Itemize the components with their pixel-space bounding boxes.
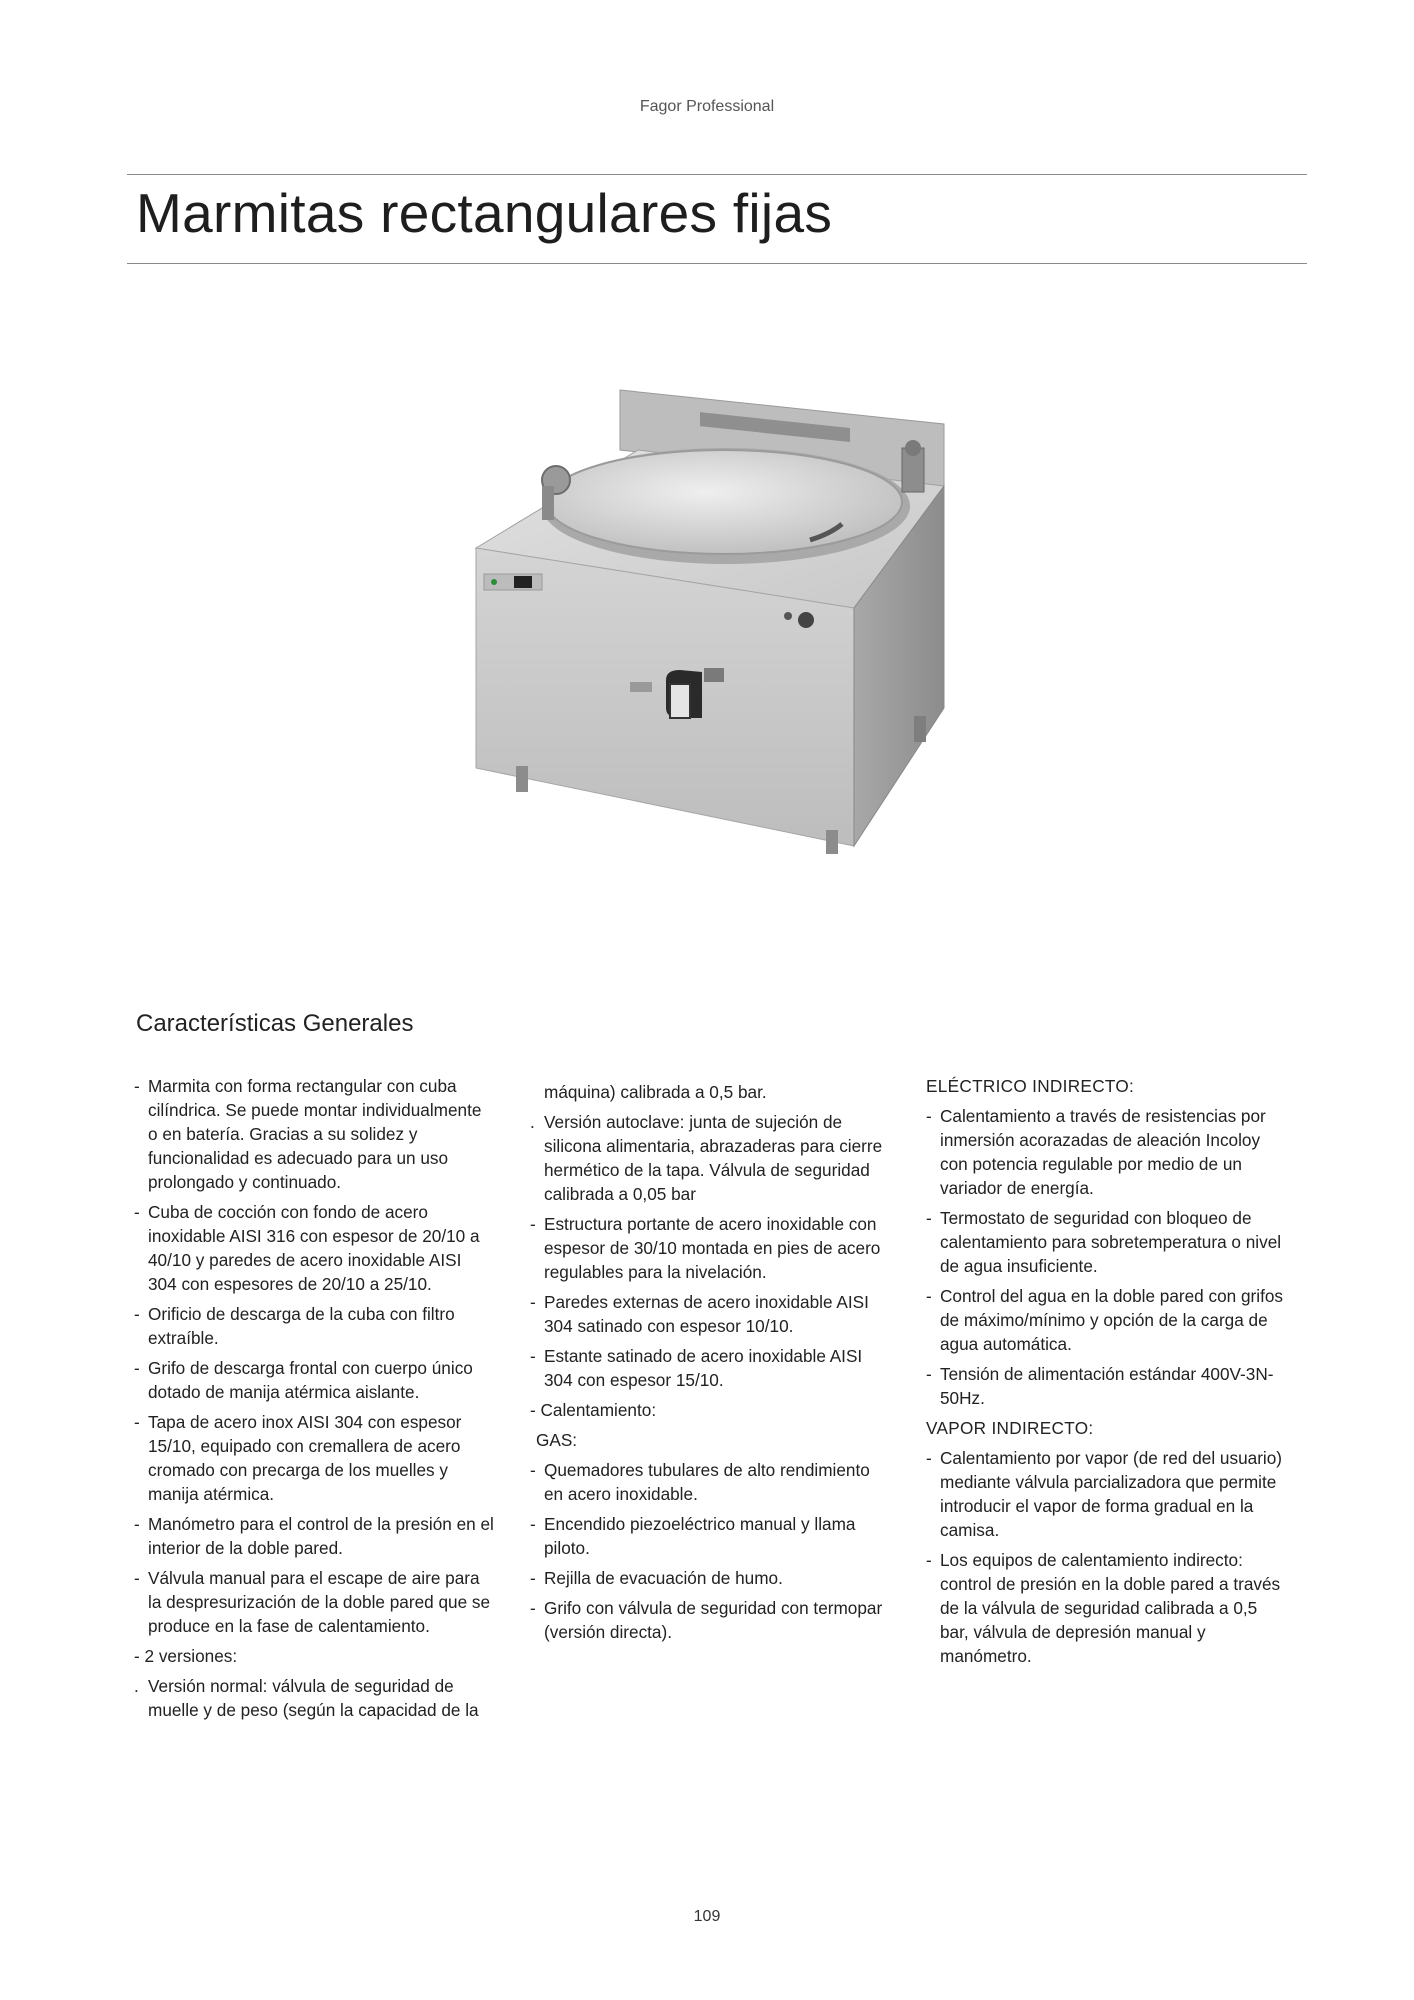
list-item: - Estructura portante de acero inoxidable con espesor de 30/10 montada en pies de acero regulables para la nivelación.: [530, 1214, 881, 1282]
list-item: - Marmita con forma rectangular con cuba cilíndrica. Se puede montar individualmente o en batería. Gracias a su solidez y funcionalidad es adecuado para un uso prolongado y continuado.: [134, 1076, 482, 1192]
list-item: - Grifo con válvula de seguridad con termopar (versión directa).: [530, 1598, 883, 1642]
list-item: - Paredes externas de acero inoxidable AISI 304 satinado con espesor 10/10.: [530, 1292, 869, 1336]
section-title: Características Generales: [136, 1010, 414, 1037]
list-item: - Manómetro para el control de la presión en el interior de la doble pared.: [134, 1514, 494, 1558]
column-3: [926, 1074, 1286, 1674]
list-item: - Los equipos de calentamiento indirecto: control de presión en la doble pared a través de la válvula de seguridad calibrada a 0,5 bar, válvula de depresión manual y manómetro.: [926, 1550, 1281, 1666]
list-item: . Versión normal: válvula de seguridad de muelle y de peso (según la capacidad de la: [134, 1676, 479, 1720]
page-number: 109: [693, 1908, 721, 1925]
title-rule-bottom: [127, 263, 1307, 264]
versions-label: - 2 versiones:: [134, 1646, 238, 1666]
list-item: - Cuba de cocción con fondo de acero inoxidable AISI 316 con espesor de 20/10 a 40/10 y paredes de acero inoxidable AISI 304 con espesores de 20/10 a 25/10.: [134, 1202, 480, 1294]
list-item: - Grifo de descarga frontal con cuerpo único dotado de manija atérmica aislante.: [134, 1358, 473, 1402]
list-item: - Estante satinado de acero inoxidable AISI 304 con espesor 15/10.: [530, 1346, 863, 1390]
list-item: - Control del agua en la doble pared con grifos de máximo/mínimo y opción de la carga de agua automática.: [926, 1286, 1284, 1354]
list-item: - Calentamiento por vapor (de red del usuario) mediante válvula parcializadora que permite introducir el vapor de forma gradual en la camisa.: [926, 1448, 1283, 1540]
column-2: [530, 1080, 890, 1650]
list-item: - Quemadores tubulares de alto rendimiento en acero inoxidable.: [530, 1460, 870, 1504]
list-item: - Tensión de alimentación estándar 400V-3N-50Hz.: [926, 1364, 1274, 1408]
gas-heading: GAS:: [536, 1430, 578, 1450]
page-title: Marmitas rectangulares fijas: [136, 182, 833, 244]
list-item: - Calentamiento a través de resistencias por inmersión acorazadas de aleación Incoloy con potencia regulable por medio de un variador de energía.: [926, 1106, 1266, 1198]
list-item: - Rejilla de evacuación de humo.: [530, 1568, 783, 1588]
electric-heading: ELÉCTRICO INDIRECTO:: [926, 1076, 1135, 1096]
list-item: . Versión autoclave: junta de sujeción de silicona alimentaria, abrazaderas para cierre hermético de la tapa. Válvula de seguridad calibrada a 0,05 bar: [530, 1112, 883, 1204]
list-item: - Válvula manual para el escape de aire para la despresurización de la doble pared que se produce en la fase de calentamiento.: [134, 1568, 491, 1636]
heating-label: - Calentamiento:: [530, 1400, 657, 1420]
brand-header: Fagor Professional: [639, 98, 775, 115]
kettle-icon: [470, 378, 990, 858]
column-1: [134, 1074, 494, 1728]
list-item: - Encendido piezoeléctrico manual y llama piloto.: [530, 1514, 856, 1558]
list-item: - Termostato de seguridad con bloqueo de calentamiento para sobretemperatura o nivel de agua insuficiente.: [926, 1208, 1282, 1276]
steam-heading: VAPOR INDIRECTO:: [926, 1418, 1094, 1438]
list-item: - Orificio de descarga de la cuba con filtro extraíble.: [134, 1304, 455, 1348]
list-item: - Tapa de acero inox AISI 304 con espesor 15/10, equipado con cremallera de acero cromado con precarga de los muelles y manija atérmica.: [134, 1412, 462, 1504]
list-item-continued: máquina) calibrada a 0,5 bar.: [544, 1082, 767, 1102]
title-rule-top: [127, 174, 1307, 175]
